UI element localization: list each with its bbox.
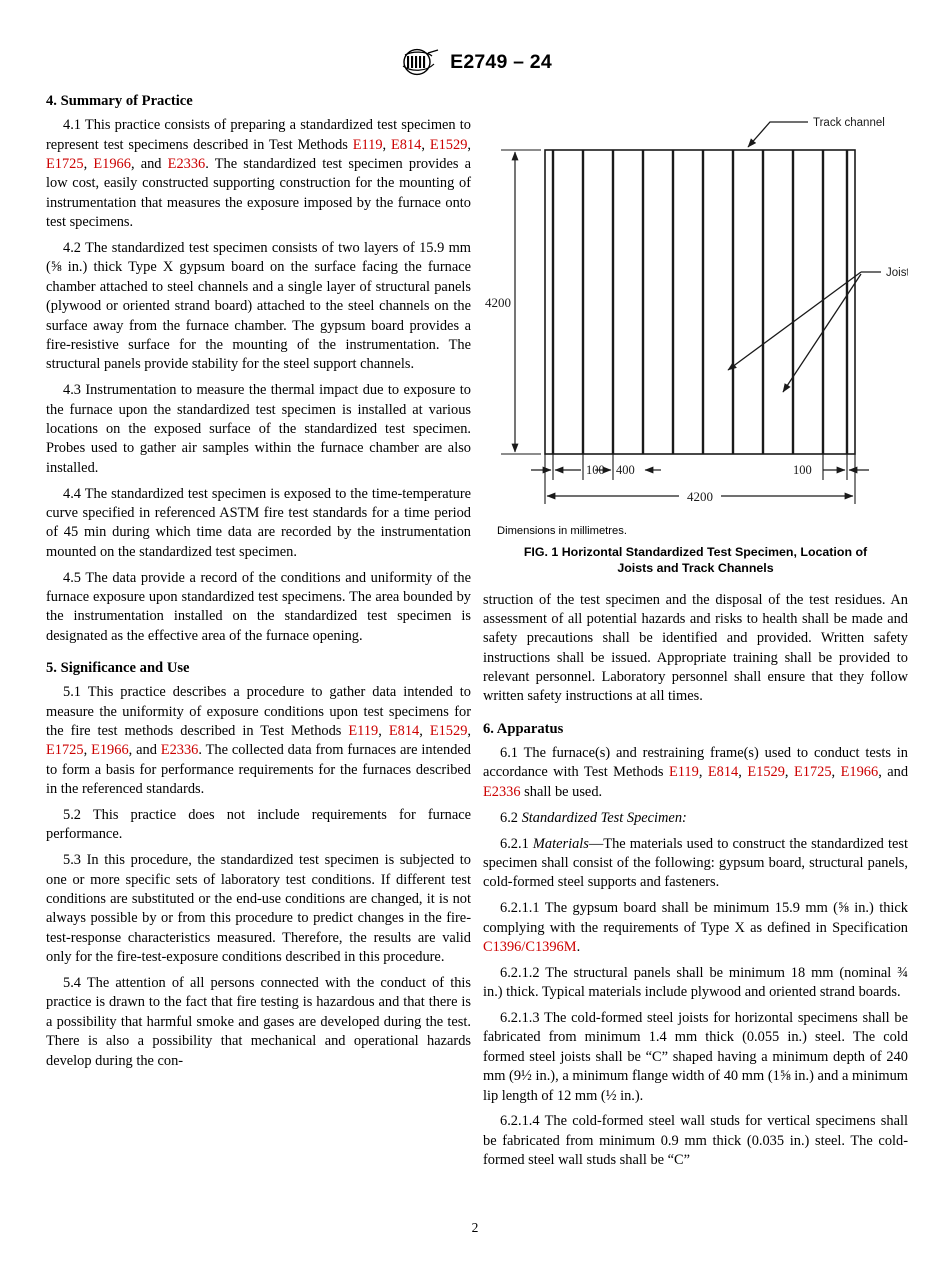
astm-logo-icon [398,47,440,77]
figure-label-track-channel: Track channel [813,117,885,129]
paragraph-6-1: 6.1 The furnace(s) and restraining frame(s) used to conduct tests in accordance with Test Methods E119, E814, E1529, E1725, E1966, and E2336 shall be used. [483,745,909,800]
standard-reference-link[interactable]: E1529 [429,136,468,153]
left-column [46,92,471,1177]
standard-reference-link[interactable]: E119 [348,723,379,739]
standard-reference-link[interactable]: E2336 [167,156,206,172]
paragraph-6-2-1-4: 6.2.1.4 The cold-formed steel wall studs for vertical specimens shall be fabricated from minimum 0.9 mm thick (0.035 in.) steel. The cold-formed steel wall studs shall be “C” [483,1113,908,1169]
standard-reference-link[interactable]: E1725 [793,764,832,781]
standard-reference-link[interactable]: E119 [668,764,699,781]
paragraph-4-3: 4.3 Instrumentation to measure the thermal impact due to exposure to the furnace upon the standardized test specimen is installed at various locations on the exposed surface of the standardized test specimen. Probes used to gather air samples within the furnace chamber are also installed. [46,382,471,476]
standard-reference-link[interactable]: E814 [388,723,420,739]
paragraph-continuation [483,591,908,707]
figure-dim-edge-left: 100 [586,463,605,477]
standard-reference-link[interactable]: E2336 [483,783,521,800]
paragraph-4-4: 4.4 The standardized test specimen is exposed to the time-temperature curve specified in referenced ASTM fire test standards for a time period of 45 min during which time data are recorded by the instrumentation mounted on the standardized test specimen. [46,485,471,560]
standard-reference-link[interactable]: E1725 [46,742,84,759]
paragraph-4-5: 4.5 The data provide a record of the conditions and uniformity of the furnace exposure upon standardized test specimens. The area bounded by the instrumentation installed on the standardized test specimen is designated as the effective area of the furnace opening. [46,569,471,644]
paragraphs-significance-and-use [46,683,471,1071]
paragraphs-apparatus [483,744,908,1171]
figure-caption-line-1: FIG. 1 Horizontal Standardized Test Specimen, Location of [523,544,868,559]
standard-reference-link[interactable]: E2336 [160,742,199,759]
heading-significance-and-use: 5. Significance and Use [46,660,190,676]
paragraph-5-4: 5.4 The attention of all persons connected with the conduct of this practice is drawn to the fact that fire testing is hazardous and that there is a possibility that harmful smoke and gases are developed during the test. There is also a possibility that mechanical and operational hazards develop during the con- [46,975,471,1069]
standard-reference-link[interactable]: E1529 [429,723,468,739]
standard-reference-link[interactable]: E1725 [46,156,84,172]
italic-term: Standardized Test Specimen: [521,809,687,826]
paragraphs-summary-of-practice [46,116,471,646]
heading-summary-of-practice: 4. Summary of Practice [46,93,193,109]
heading-apparatus: 6. Apparatus [483,720,564,737]
paragraph-5-1: 5.1 This practice describes a procedure to gather data intended to measure the uniformity of exposure conditions upon test specimens for the fire test methods described in Test Methods E119, E814, E1529, E1725, E1966, and E2336. The collected data from furnaces are intended to form a basis for performance requirements for the furnaces described in the referenced standards. [46,684,471,798]
paragraph-cont: struction of the test specimen and the disposal of the test residues. An assessment of all potential hazards and risks to health shall be made and safety precautions shall be identified and provided. Written safety instructions shall be issued. Appropriate training shall be provided to relevant personnel. Laboratory personnel shall ensure that they follow written safety instructions at all times. [483,591,908,705]
figure-dim-height: 4200 [485,295,511,310]
standard-reference-link[interactable]: E119 [352,136,383,153]
standard-designation: E2749 – 24 [450,50,552,73]
paragraph-6-2: 6.2 Standardized Test Specimen: [500,809,687,826]
figure-caption-line-2: Joists and Track Channels [617,561,774,576]
paragraph-6-2-1-2: 6.2.1.2 The structural panels shall be minimum 18 mm (nominal ¾ in.) thick. Typical materials include plywood and oriented strand boards. [483,964,908,1001]
standard-reference-link[interactable]: E1966 [840,764,879,781]
page-header [0,0,950,82]
paragraph-6-2-1-3: 6.2.1.3 The cold-formed steel joists for horizontal specimens shall be fabricated from minimum 1.4 mm thick (0.055 in.) steel. The cold formed steel joists shall be “C” shaped having a minimum depth of 240 mm (9½ in.), a minimum flange width of 40 mm (1⅝ in.) and a minimum lip length of 12 mm (½ in.). [483,1010,908,1104]
figure-note: Dimensions in millimetres. [497,525,627,537]
paragraph-6-2-1-1: 6.2.1.1 The gypsum board shall be minimum 15.9 mm (⅝ in.) thick complying with the requirements of Type X as defined in Specification C1396/C1396M. [483,900,908,955]
figure-label-joist: Joist [886,267,908,279]
italic-term: Materials [532,835,589,852]
right-column [483,92,908,1177]
paragraph-4-1: 4.1 This practice consists of preparing a standardized test specimen to represent test specimens described in Test Methods E119, E814, E1529, E1725, E1966, and E2336. The standardized test specimen provides a low cost, easily constructed supporting construction for the mounting of instrumentation that measures the exposure imposed by the furnace onto test specimens. [46,117,471,231]
standard-reference-link[interactable]: E1529 [747,764,785,781]
figure-dim-width: 4200 [687,489,713,504]
figure-1-drawing [483,92,908,522]
page-columns [0,92,950,1177]
standard-reference-link[interactable]: E814 [707,764,739,781]
standard-reference-link[interactable]: E1966 [93,156,131,172]
page-number: 2 [471,1220,479,1235]
standard-reference-link[interactable]: C1396/C1396M [483,938,577,955]
figure-dim-edge-right: 100 [793,463,812,477]
standard-reference-link[interactable]: E1966 [91,742,129,759]
figure-dim-spacing: 400 [616,463,635,477]
paragraph-5-3: 5.3 In this procedure, the standardized test specimen is subjected to one or more specific sets of laboratory test conditions. If different test conditions are substituted or the end-use conditions are changed, it is not always possible by or from this procedure to predict changes in the fire-test-response characteristics measured. Therefore, the results are valid only for the fire-test-exposure conditions described in this procedure. [46,852,471,966]
paragraph-6-2-1: 6.2.1 Materials—The materials used to construct the standardized test specimen shall consist of the following: gypsum board, structural panels, cold-formed steel supports and fasteners. [483,835,908,891]
paragraph-4-2: 4.2 The standardized test specimen consists of two layers of 15.9 mm (⅝ in.) thick Type X gypsum board on the surface facing the furnace chamber attached to steel channels and a single layer of structural panels (plywood or oriented strand board) attached to the steel channels on the surface away from the furnace chamber. The gypsum board provides a fire-resistive surface for the mounting of the instrumentation. The structural panels provide stability for the steel support channels. [46,240,471,373]
paragraph-5-2: 5.2 This practice does not include requirements for furnace performance. [46,807,471,843]
standard-reference-link[interactable]: E814 [390,136,422,153]
figure-caption [497,544,894,577]
figure-1 [483,92,908,577]
